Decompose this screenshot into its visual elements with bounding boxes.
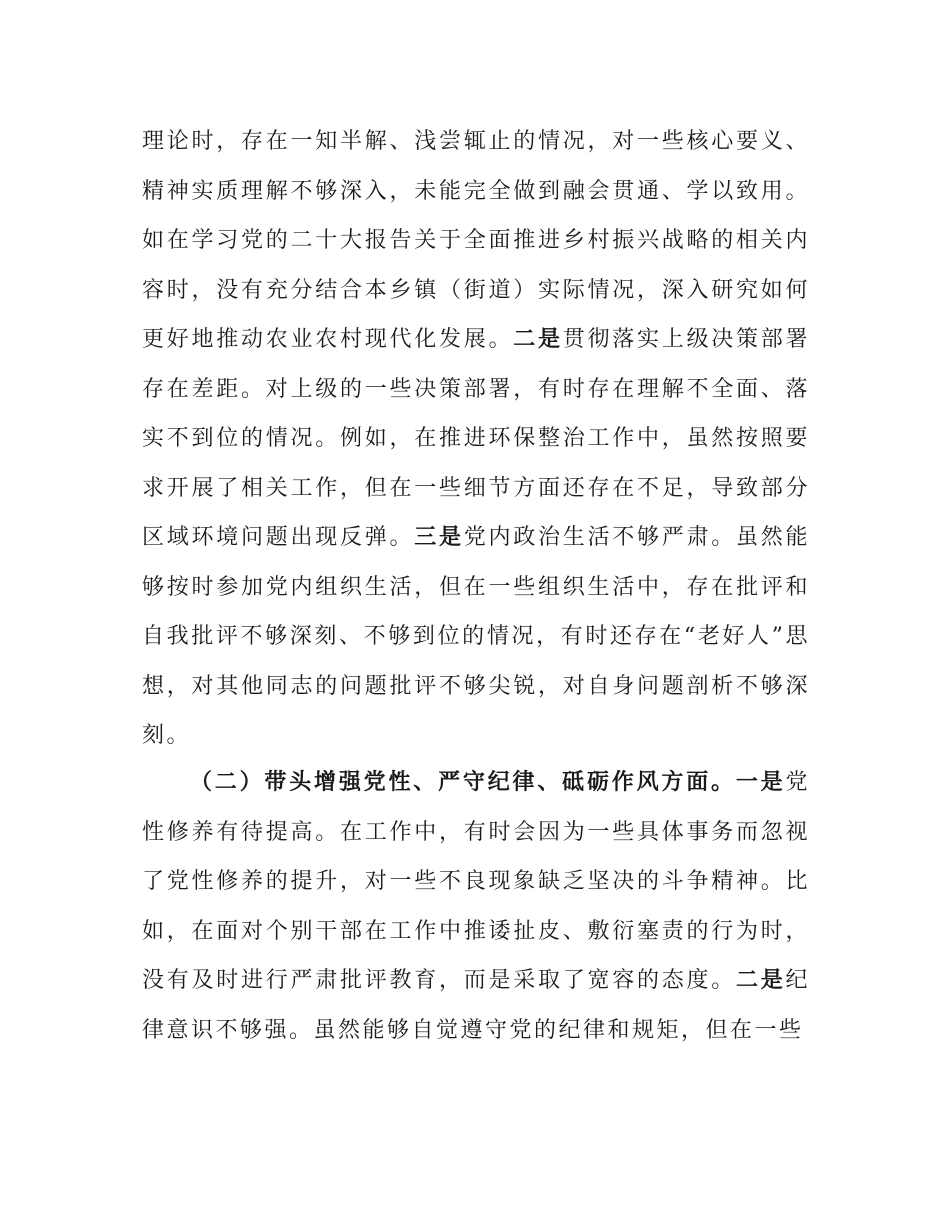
paragraph-section-1	[142, 117, 810, 761]
paragraph-1-text-b: 贯彻落实上级决策部署存在差距。对上级的一些决策部署，有时存在理解不全面、落实不到位的情况。例如，在推进环保整治工作中，虽然按照要求开展了相关工作，但在一些细节方面还存在不足，导致部分区域环境问题出现反弹。	[142, 327, 810, 550]
section-heading: （二）带头增强党性、严守纪律、砥砺作风方面。	[190, 770, 736, 795]
paragraph-1-text-a: 理论时，存在一知半解、浅尝辄止的情况，对一些核心要义、精神实质理解不够深入，未能完全做到融会贯通、学以致用。如在学习党的二十大报告关于全面推进乡村振兴战略的相关内容时，没有充分结合本乡镇（街道）实际情况，深入研究如何更好地推动农业农村现代化发展。	[142, 129, 810, 352]
paragraph-section-2	[142, 758, 810, 1055]
lead-marker-two-b: 二是	[735, 968, 786, 993]
paragraph-1-text-c: 党内政治生活不够严肃。虽然能够按时参加党内组织生活，但在一些组织生活中，存在批评和自我批评不够深刻、不够到位的情况，有时还存在“老好人”思想，对其他同志的问题批评不够尖锐，对自身问题剖析不够深刻。	[142, 525, 810, 748]
lead-marker-two: 二是	[513, 327, 563, 352]
lead-marker-three: 三是	[414, 525, 464, 550]
lead-marker-one: 一是	[735, 770, 786, 795]
paragraph-2-text-a: 党性修养有待提高。在工作中，有时会因为一些具体事务而忽视了党性修养的提升，对一些不良现象缺乏坚决的斗争精神。比如，在面对个别干部在工作中推诿扯皮、敷衍塞责的行为时，没有及时进行严肃批评教育，而是采取了宽容的态度。	[142, 770, 810, 993]
paragraph-2-text-b: 纪律意识不够强。虽然能够自觉遵守党的纪律和规矩，但在一些	[142, 968, 810, 1043]
